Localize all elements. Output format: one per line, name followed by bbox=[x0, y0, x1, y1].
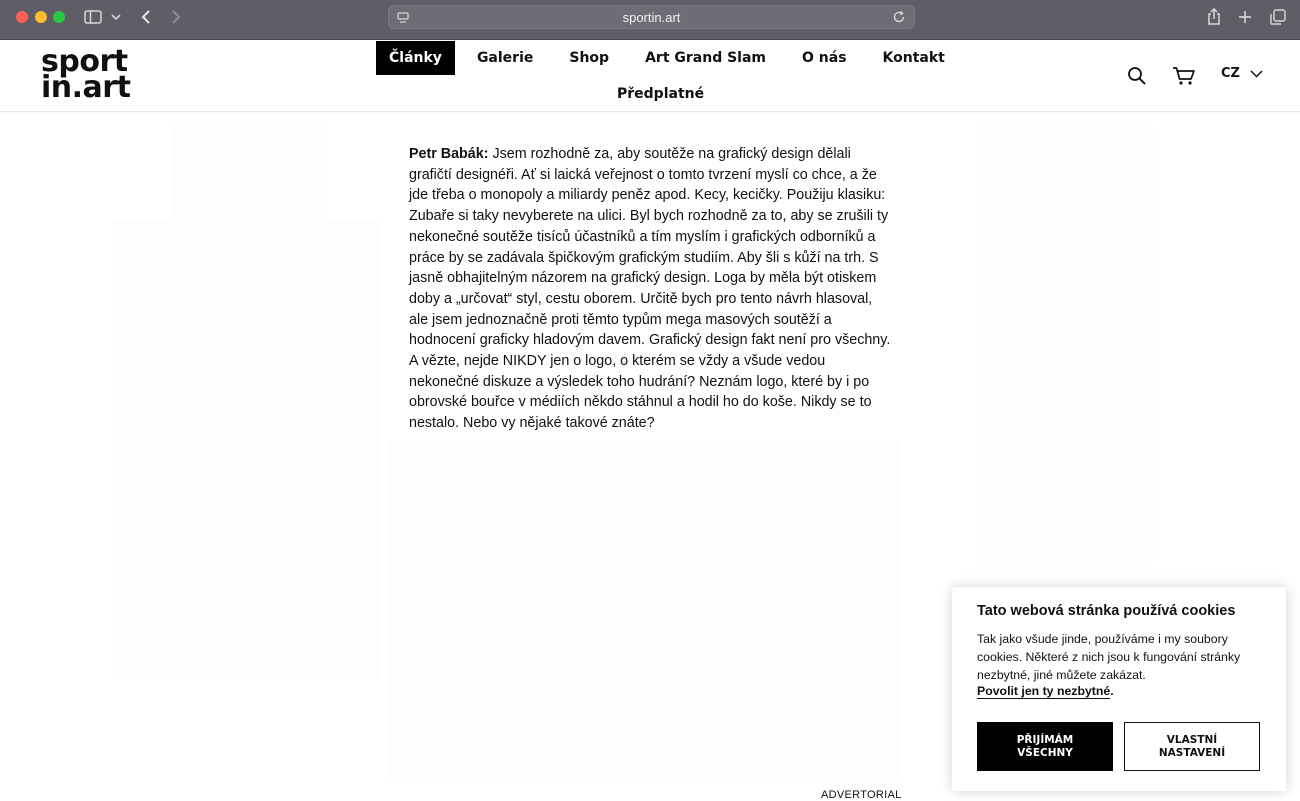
allow-necessary-link[interactable]: Povolit jen ty nezbytné bbox=[977, 684, 1111, 698]
new-tab-icon[interactable] bbox=[1238, 8, 1252, 26]
language-code: CZ bbox=[1221, 66, 1240, 81]
nav-item-kontakt[interactable]: Kontakt bbox=[882, 50, 945, 66]
tab-overview-icon[interactable] bbox=[1270, 8, 1286, 26]
cookie-title: Tato webová stránka používá cookies bbox=[977, 603, 1236, 619]
sidebar-toggle-icon[interactable] bbox=[84, 8, 102, 26]
forward-icon[interactable] bbox=[170, 8, 182, 26]
cookie-necessary-row bbox=[977, 684, 1114, 698]
zoom-window-button[interactable] bbox=[53, 11, 65, 23]
cookie-banner bbox=[952, 587, 1286, 791]
nav-item-clanky[interactable]: Články bbox=[376, 41, 455, 75]
custom-settings-line-2: NASTAVENÍ bbox=[1158, 746, 1226, 759]
cookie-link-suffix: . bbox=[1110, 684, 1114, 698]
chevron-down-icon bbox=[1250, 70, 1263, 78]
accept-all-line-1: PŘIJÍMÁM bbox=[1016, 733, 1074, 746]
site-header bbox=[0, 40, 1300, 112]
language-selector[interactable] bbox=[1221, 66, 1263, 81]
cookie-body: Tak jako všude jinde, používáme i my soubory cookies. Některé z nich jsou k fungování stránky nezbytné, jiné můžete zakázat. bbox=[977, 632, 1241, 682]
search-icon[interactable] bbox=[1127, 66, 1147, 91]
custom-settings-button[interactable] bbox=[1124, 722, 1260, 771]
share-icon[interactable] bbox=[1206, 8, 1222, 26]
ad-placeholder-left-top bbox=[173, 122, 326, 220]
article-paragraph bbox=[409, 144, 895, 434]
reload-icon[interactable] bbox=[892, 10, 906, 29]
advertorial-image-placeholder bbox=[389, 440, 901, 783]
article-text: Jsem rozhodně za, aby soutěže na grafický design dělali grafičtí designéři. Ať si laická veřejnost o tomto tvrzení myslí co chce, a že jde třeba o monopoly a miliardy peněz apod. Kecy, kecičky. Použiju klasiku: Zubaře si taky nevyberete na ulici. Byl bych rozhodně za to, aby se zrušili ty nekonečné soutěže tisíců účastníků a tím myslím i grafických odborníků a práce by se zadávala špičkovým grafickým studiím. Aby šli s kůží na trh. S jasně obhajitelným názorem na grafický design. Loga by měla být otiskem doby a „určovat“ styl, cestu oborem. Určitě bych pro tento návrh hlasoval, ale jsem jednoznačně proti těmto typům mega masových soutěží a hodnocení graficky hladovým davem. Grafický design fakt není pro všechny. A vězte, nejde NIKDY jen o logo, o kterém se vždy a všude vedou nekonečné diskuze a výsledek toho hudrání? Neznám logo, které by i po obrovské bouřce v médiích někdo stáhnul a hodil ho do koše. Nikdy se to nestalo. Nebo vy nějaké takové znáte? bbox=[409, 146, 891, 432]
nav-item-o-nas[interactable]: O nás bbox=[802, 50, 847, 66]
nav-item-galerie[interactable]: Galerie bbox=[476, 50, 534, 66]
ad-placeholder-left bbox=[112, 220, 379, 680]
logo-line-1: sport bbox=[41, 44, 128, 79]
accept-all-line-2: VŠECHNY bbox=[1017, 746, 1073, 759]
minimize-window-button[interactable] bbox=[35, 11, 47, 23]
ad-placeholder-right bbox=[977, 122, 1153, 562]
browser-toolbar bbox=[0, 0, 1300, 40]
site-logo[interactable] bbox=[41, 44, 131, 105]
logo-line-2: in.art bbox=[41, 70, 131, 105]
close-window-button[interactable] bbox=[16, 11, 28, 23]
nav-item-shop[interactable]: Shop bbox=[569, 50, 610, 66]
article-speaker: Petr Babák: bbox=[409, 146, 489, 162]
url-text: sportin.art bbox=[622, 10, 681, 25]
nav-item-predplatne[interactable]: Předplatné bbox=[617, 86, 705, 102]
custom-settings-line-1: VLASTNÍ bbox=[1166, 733, 1218, 746]
cart-icon[interactable] bbox=[1172, 66, 1196, 91]
chevron-down-icon[interactable] bbox=[111, 8, 121, 26]
back-icon[interactable] bbox=[140, 8, 152, 26]
address-bar[interactable] bbox=[388, 5, 915, 29]
advertorial-label: ADVERTORIAL bbox=[821, 789, 902, 801]
nav-item-art-grand-slam[interactable]: Art Grand Slam bbox=[645, 50, 767, 66]
accept-all-button[interactable] bbox=[977, 722, 1113, 771]
